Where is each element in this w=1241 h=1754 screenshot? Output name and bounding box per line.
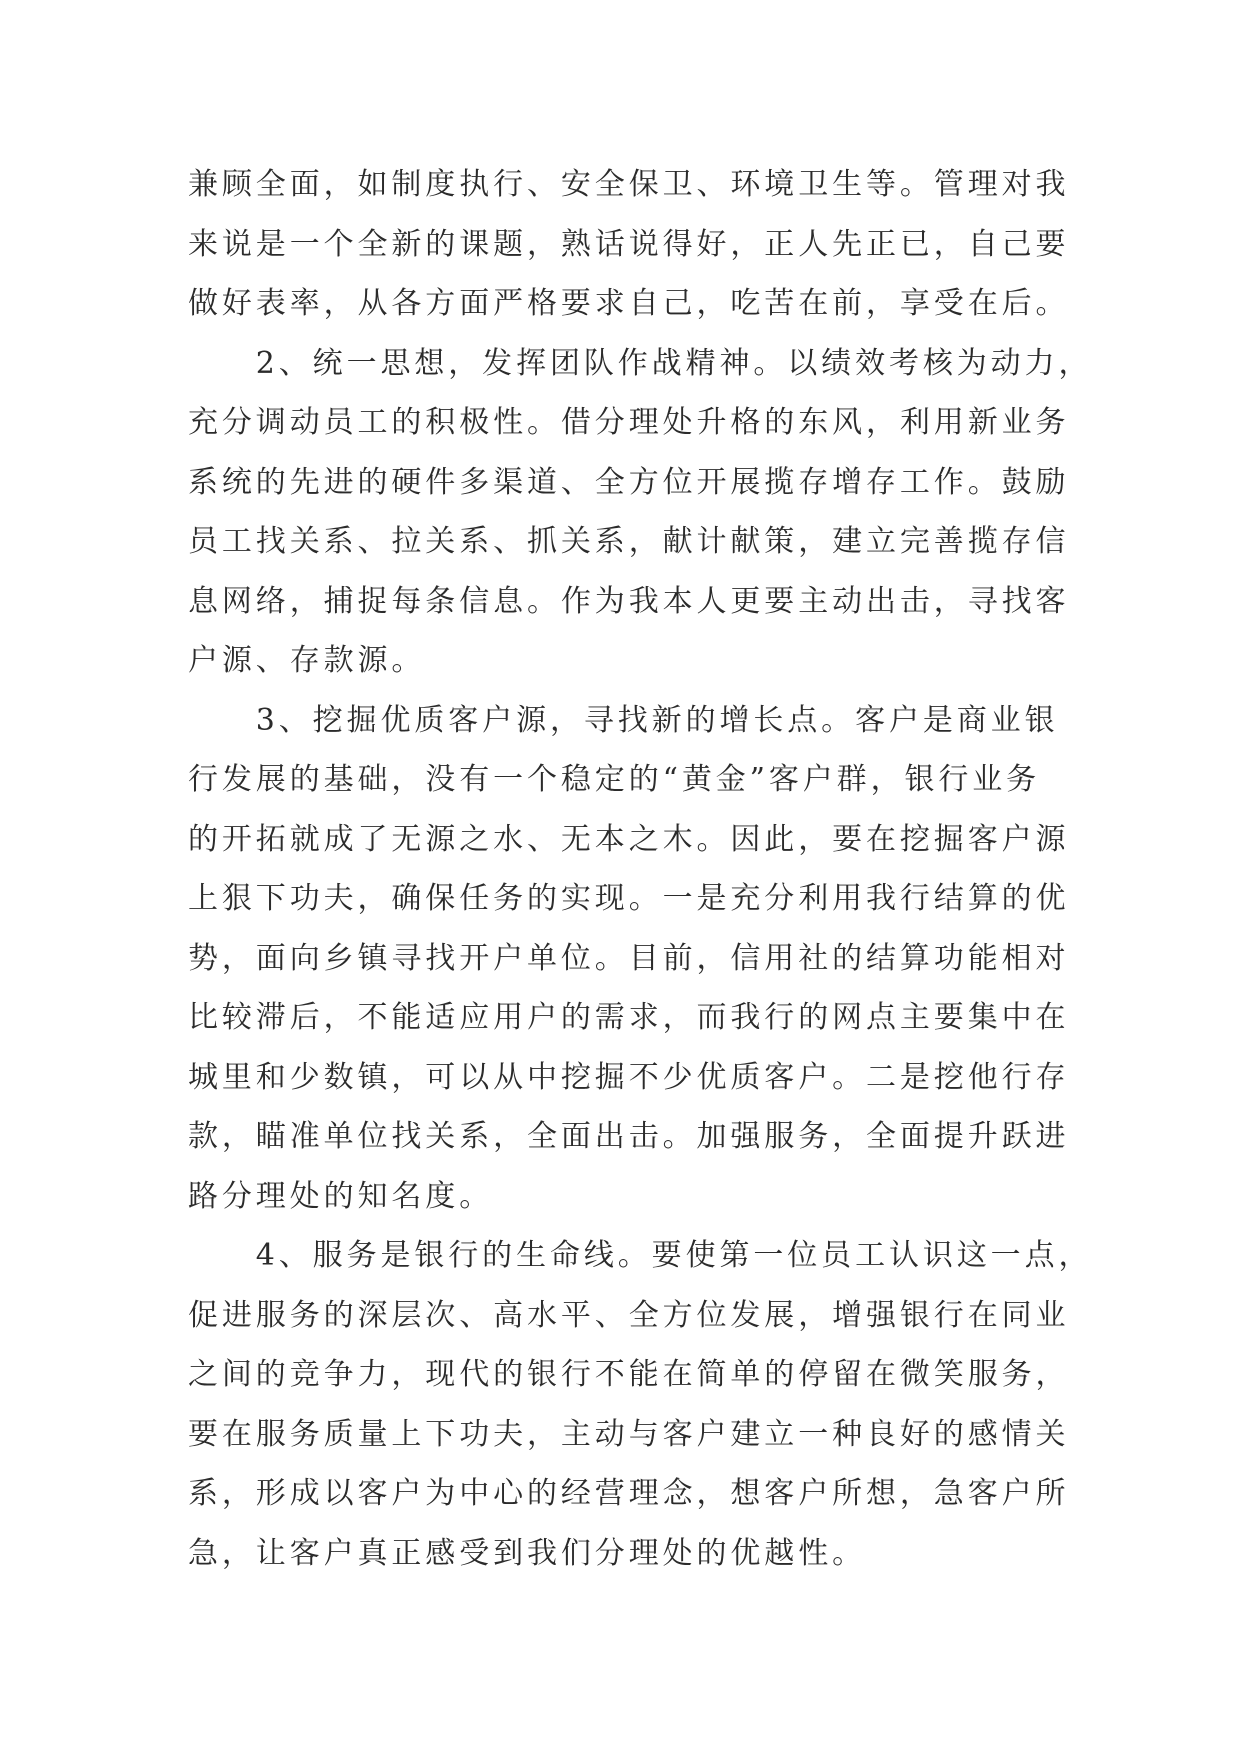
text-line: 2、统一思想，发挥团队作战精神。以绩效考核为动力，: [188, 345, 1093, 381]
text-line: 的开拓就成了无源之水、无本之木。因此，要在挖掘客户源: [188, 821, 1070, 857]
text-line: 系统的先进的硬件多渠道、全方位开展揽存增存工作。鼓励: [188, 464, 1070, 500]
text-line: 势，面向乡镇寻找开户单位。目前，信用社的结算功能相对: [188, 940, 1070, 976]
text-line: 上狠下功夫，确保任务的实现。一是充分利用我行结算的优: [188, 881, 1070, 916]
text-line: 员工找关系、拉关系、抓关系，献计献策，建立完善揽存信: [188, 524, 1070, 559]
text-line: 急，让客户真正感受到我们分理处的优越性。: [188, 1535, 866, 1571]
text-line: 行发展的基础，没有一个稳定的“黄金”客户群，银行业务: [188, 762, 1041, 797]
text-line: 之间的竞争力，现代的银行不能在简单的停留在微笑服务，: [188, 1357, 1070, 1392]
text-line: 兼顾全面，如制度执行、安全保卫、环境卫生等。管理对我: [188, 167, 1070, 202]
text-line: 做好表率，从各方面严格要求自己，吃苦在前，享受在后。: [188, 286, 1070, 321]
text-line: 充分调动员工的积极性。借分理处升格的东风，利用新业务: [188, 405, 1070, 440]
body-text: [188, 155, 1093, 1583]
text-line: 促进服务的深层次、高水平、全方位发展，增强银行在同业: [188, 1297, 1070, 1333]
text-line: 比较滞后，不能适应用户的需求，而我行的网点主要集中在: [188, 1000, 1070, 1035]
text-line: 来说是一个全新的课题，熟话说得好，正人先正已，自己要: [188, 226, 1070, 262]
text-line: 户源、存款源。: [188, 643, 426, 678]
text-line: 息网络，捕捉每条信息。作为我本人更要主动出击，寻找客: [188, 583, 1070, 619]
text-line: 城里和少数镇，可以从中挖掘不少优质客户。二是挖他行存: [188, 1059, 1070, 1095]
text-line: 4、服务是银行的生命线。要使第一位员工认识这一点，: [188, 1238, 1093, 1273]
text-line: 路分理处的知名度。: [188, 1178, 494, 1214]
text-line: 3、挖掘优质客户源，寻找新的增长点。客户是商业银: [188, 702, 1059, 738]
text-line: 系，形成以客户为中心的经营理念，想客户所想，急客户所: [188, 1476, 1070, 1511]
text-line: 要在服务质量上下功夫，主动与客户建立一种良好的感情关: [188, 1416, 1070, 1452]
text-line: 款，瞄准单位找关系，全面出击。加强服务，全面提升跃进: [188, 1119, 1070, 1154]
